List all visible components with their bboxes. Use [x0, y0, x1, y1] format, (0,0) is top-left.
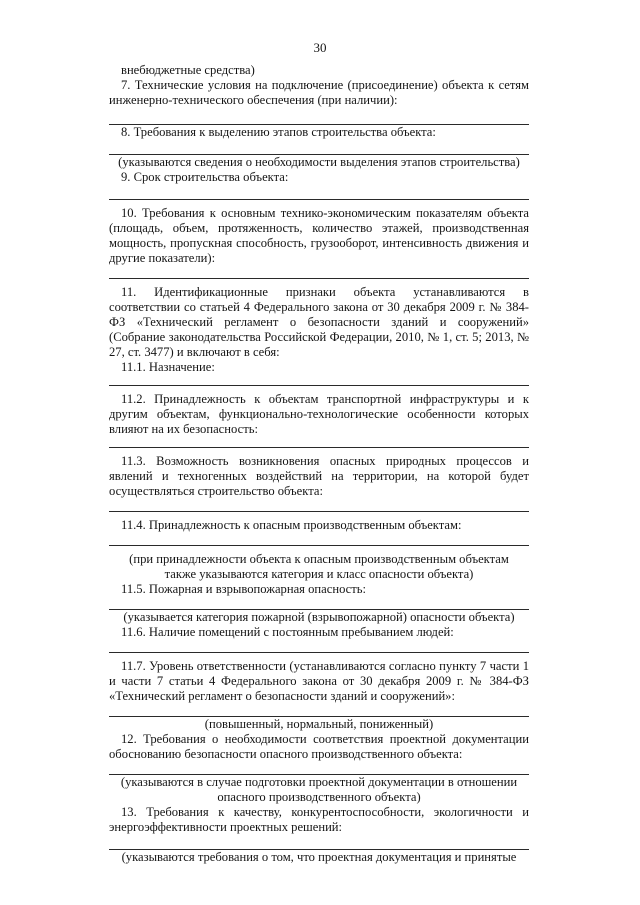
- note-11-4-line1: (при принадлежности объекта к опасным производственным объектам: [129, 552, 509, 566]
- note-12-line2: опасного производственного объекта): [217, 790, 421, 804]
- paragraph-13: 13. Требования к качеству, конкурентоспособности, экологичности и энергоэффективности проектных решений:: [109, 805, 529, 834]
- page-number: 30: [313, 40, 327, 55]
- paragraph-7: 7. Технические условия на подключение (присоединение) объекта к сетям инженерно-технического обеспечения (при наличии):: [109, 78, 529, 107]
- paragraph-funding-end: внебюджетные средства): [121, 63, 255, 77]
- paragraph-11-1: 11.1. Назначение:: [121, 360, 215, 374]
- note-11-4-line2: также указываются категория и класс опасности объекта): [164, 567, 474, 581]
- paragraph-11-2: 11.2. Принадлежность к объектам транспортной инфраструктуры и к другим объектам, функционально-технологические особенности которых влияют на их безопасность:: [109, 392, 529, 436]
- paragraph-11-7: 11.7. Уровень ответственности (устанавливаются согласно пункту 7 части 1 и части 7 статьи 4 Федерального закона от 30 декабря 2009 г. № 384-ФЗ «Технический регламент о безопасности зданий и сооружений»:: [109, 659, 529, 703]
- paragraph-9: 9. Срок строительства объекта:: [121, 170, 289, 184]
- document-body: [109, 63, 529, 865]
- note-11-5: (указывается категория пожарной (взрывопожарной) опасности объекта): [123, 610, 515, 624]
- paragraph-11: 11. Идентификационные признаки объекта устанавливаются в соответствии со статьей 4 Федерального закона от 30 декабря 2009 г. № 384-ФЗ «Технический регламент о безопасности зданий и сооружений» (Собрание законодательства Российской Федерации, 2010, № 1, ст. 5; 2013, № 27, ст. 3477) и включают в себя:: [109, 285, 529, 359]
- paragraph-11-5: 11.5. Пожарная и взрывопожарная опасность:: [121, 582, 367, 596]
- paragraph-10: 10. Требования к основным технико-экономическим показателям объекта (площадь, объем, протяженность, количество этажей, производственная мощность, пропускная способность, грузооборот, интенсивность движения и другие показатели):: [109, 206, 529, 265]
- note-11-7: (повышенный, нормальный, пониженный): [204, 717, 434, 731]
- paragraph-11-3: 11.3. Возможность возникновения опасных природных процессов и явлений и техногенных воздействий на территории, на которой будет осуществляться строительство объекта:: [109, 454, 529, 498]
- note-8: (указываются сведения о необходимости выделения этапов строительства): [118, 155, 520, 169]
- note-12-line1: (указываются в случае подготовки проектной документации в отношении: [120, 775, 518, 789]
- paragraph-11-4: 11.4. Принадлежность к опасным производственным объектам:: [121, 518, 462, 532]
- paragraph-12: 12. Требования о необходимости соответствия проектной документации обоснованию безопасности опасного производственного объекта:: [109, 732, 529, 761]
- paragraph-8: 8. Требования к выделению этапов строительства объекта:: [121, 125, 436, 139]
- paragraph-11-6: 11.6. Наличие помещений с постоянным пребыванием людей:: [121, 625, 454, 639]
- note-13: (указываются требования о том, что проектная документация и принятые: [121, 850, 517, 864]
